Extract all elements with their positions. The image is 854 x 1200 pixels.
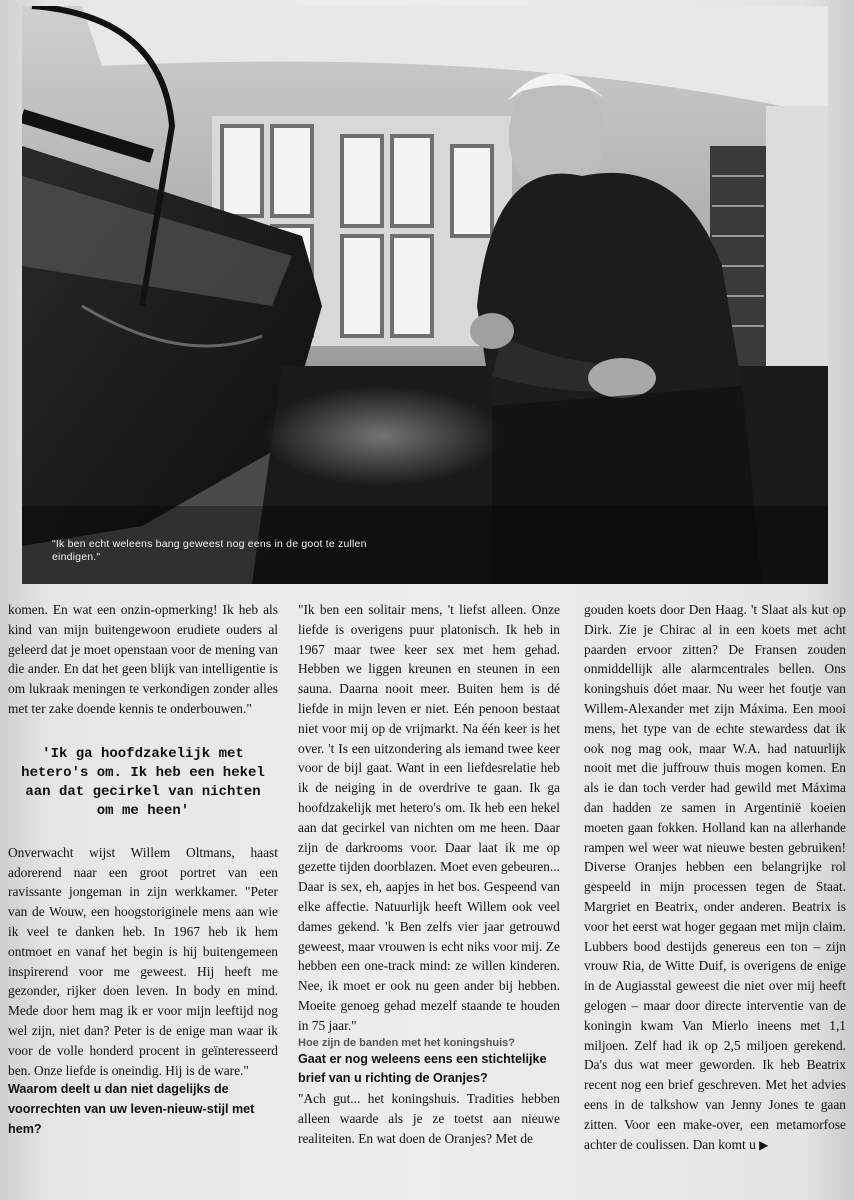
- text-column-3: [584, 600, 846, 1196]
- paragraph-text: gouden koets door Den Haag. 't Slaat als kut op Dirk. Zie je Chirac al in een koets met acht paarden ervoor zitten? De Fransen zouden onmiddellijk alle alarmcentrales bellen. Ons koningshuis dóet maar. Nu weer het foutje van Willem-Alexander met zijn Máxima. Een mooi mens, het type van de echte stewardess dat ik ook nog mag ook, maar W.A. had natuurlijk nooit met die juffrouw thuis mogen komen. En als ie dan toch verder had gewild met Máxima dan hadden ze samen in Argentinië koeien moeten gaan fokken. Holland kan na allerhande rampen wel weer wat nieuwe besten gebruiken! Diverse Oranjes hebben een belangrijke rol gespeeld in mijn processen tegen de Staat. Margriet en Beatrix, onder anderen. Beatrix is voor het eerst wat hoger gegaan met mijn claim. Lubbers bood destijds genereus een ton – zijn vrouw Ria, de Witte Duif, is overigens de enige in de Augiasstal geweest die niet over mij heeft gelogen – maar door directe interventie van de koningin kwam Van Mierlo ineens met 1,1 miljoen. Zelf had ik op 2,5 miljoen gerekend. Da's dus wat meer geworden. Ik heb Beatrix recent nog een brief geschreven. Met het advies eens in de talkshow van Jenny Jones te gaan zitten. Voor een make-over, een metamorfose achter de coulissen. Dan komt u: [584, 602, 846, 1152]
- interview-question-faded: Hoe zijn de banden met het koningshuis?: [298, 1036, 515, 1049]
- interview-question: Waarom deelt u dan niet dagelijks de voorrechten van uw leven-nieuw-stijl met hem?: [8, 1082, 255, 1136]
- paragraph: "Ik ben een solitair mens, 't liefst alleen. Onze liefde is overigens puur platonisch. Ik heb in 1967 maar twee keer sex met hem gehad. Hebben we liggen kreunen en steunen in een sauna. Daarna nooit meer. Buiten hem is dé liefde in mijn leven er niet. Eén penoon bestaat niet voor mij op de vrijmarkt. Na één keer is het over. 't Is een uitzondering als iemand twee keer voor de bijl gaat. Want in een liefdesrelatie heb ik de neiging in de overdrive te gaan. Ik ga hoofdzakelijk met hetero's om. Ik heb een hekel aan dat gecirkel van nichten om me heen. Daar zijn de darkrooms voor. Daar laat ik me op gezette tijden doorblazen. Moet even gebeuren... Daar is sex, eh, aapjes in het bos. Gespeend van elke affectie. Natuurlijk heeft Willem ook veel dames gekend. 'k Ben zelfs vier jaar getrouwd geweest, maar vrouwen is echt niks voor mij. Ze hebben een one-track mind: ze willen kinderen. Nee, ik moet er ook nu geen ander bij hebben. Moeite genoeg gehad mezelf staande te houden in 75 jaar.": [298, 602, 560, 1033]
- continue-arrow-icon: ▶: [759, 1137, 769, 1152]
- paragraph: komen. En wat een onzin-opmerking! Ik heb als kind van mijn buitengewoon erudiete ouders al geleerd dat je moet openstaan voor de mening van die ander. En dat het geen blijk van intelligentie is om lukraak meningen te verkondigen zonder alles met ter zake doende kennis te onderbouwen.": [8, 602, 278, 716]
- pull-quote: 'Ik ga hoofdzakelijk met hetero's om. Ik heb een hekel aan dat gecirkel van nichten om me heen': [21, 745, 265, 819]
- interview-question: Gaat er nog weleens eens een stichtelijke brief van u richting de Oranjes?: [298, 1051, 547, 1086]
- paragraph: "Ach gut... het koningshuis. Tradities hebben alleen waarde als je ze toetst aan nieuwe realiteiten. En wat doen de Oranjes? Met de: [298, 1091, 560, 1146]
- text-column-1: [8, 600, 278, 1196]
- paragraph: [584, 600, 846, 1155]
- text-column-2: [298, 600, 560, 1196]
- photo-caption: "Ik ben echt weleens bang geweest nog eens in de goot te zullen eindigen.": [52, 538, 367, 563]
- paragraph: Onverwacht wijst Willem Oltmans, haast adorerend naar een groot portret van een ravissante jongeman in zijn werkkamer. "Peter van de Wouw, een hoogstoriginele mens aan wie ik veel te danken heb. In 1967 heb ik hem ontmoet en vanaf het begin is hij buitengemeen inspirerend voor me geweest. Hij heeft me gezonder, rijker doen leven. In body en mind. Mede door hem mag ik er voor mijn leeftijd nog wel zijn, niet dan? Peter is de enige man waar ik voor de volle honderd procent in geïnteresseerd ben. Onze liefde is oneindig. Hij is de ware.": [8, 844, 278, 1078]
- interview-photo: [22, 6, 828, 584]
- photo-illustration: [22, 6, 828, 584]
